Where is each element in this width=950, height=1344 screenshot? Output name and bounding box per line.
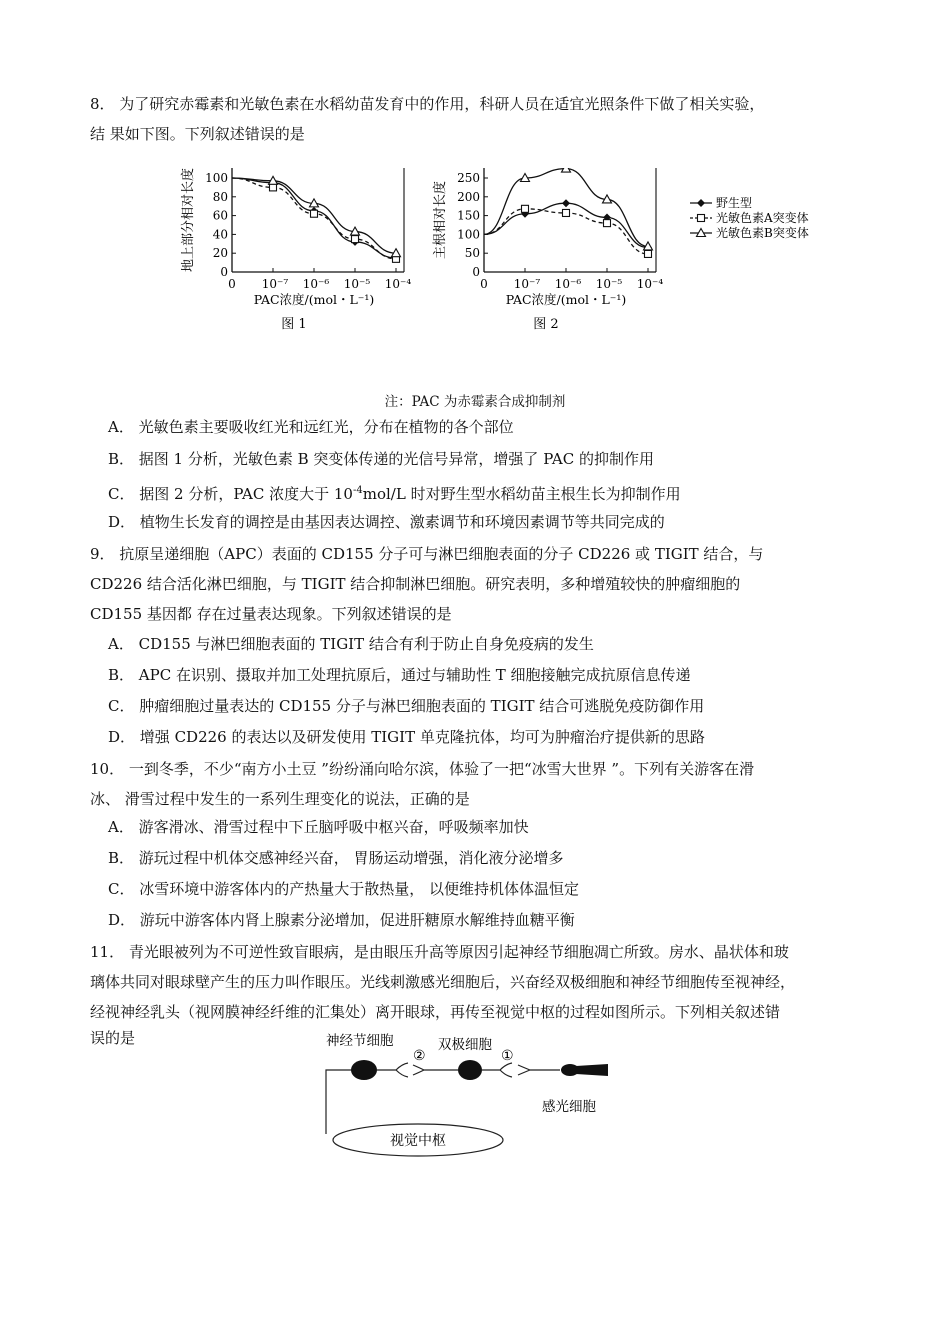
y-tick-label: 80 (212, 189, 228, 204)
q10-stem-line2: 冰、 滑雪过程中发生的一系列生理变化的说法，正确的是 (90, 790, 470, 808)
photoreceptor-terminal (518, 1065, 560, 1075)
y-tick-label: 50 (464, 246, 480, 261)
legend-label-1: 野生型 (716, 196, 753, 210)
q11-stem-line4: 误的是 (90, 1029, 136, 1047)
y-tick-label: 150 (457, 208, 480, 223)
x-tick-label: 0 (228, 277, 236, 291)
q9-option-d[interactable]: D． 增强 CD226 的表达以及研发使用 TIGIT 单克隆抗体，均可为肿瘤治疗提供新的思路 (108, 728, 705, 746)
label-photoreceptor-cell: 感光细胞 (542, 1099, 596, 1115)
y-tick-label: 0 (220, 265, 228, 279)
series-2-point (270, 184, 277, 191)
y-tick-label: 200 (457, 189, 480, 204)
series-2-point (311, 210, 318, 217)
series-2-point (563, 209, 570, 216)
y-tick-label: 20 (212, 246, 228, 261)
series-2-point (604, 220, 611, 227)
q9-option-b[interactable]: B． APC 在识别、摄取并加工处理抗原后，通过与辅助性 T 细胞接触完成抗原信息传递 (108, 666, 691, 684)
q8-option-c-pre: C． 据图 2 分析，PAC 浓度大于 10 (108, 485, 353, 503)
label-marker-1: ① (501, 1048, 514, 1064)
y-tick-label: 0 (472, 265, 480, 279)
series-2-point (352, 236, 359, 243)
figure-caption: 图 2 (533, 317, 559, 332)
q8-stem-line2: 结 果如下图。下列叙述错误的是 (90, 125, 305, 143)
x-tick-label: 0 (480, 277, 488, 291)
x-axis-label: PAC浓度/(mol・L⁻¹) (505, 292, 627, 307)
legend-marker-2 (698, 215, 705, 222)
q8-option-c-post: mol/L 时对野生型水稻幼苗主根生长为抑制作用 (362, 485, 681, 503)
q10-stem-line1: 10． 一到冬季，不少“南方小土豆 ”纷纷涌向哈尔滨，体验了一把“冰雪大世界 ”。下列有关游客在滑 (90, 760, 755, 778)
legend-marker-1 (697, 199, 705, 207)
y-axis-label: 地上部分相对长度 (181, 167, 196, 273)
ganglion-cell-body (351, 1060, 377, 1080)
q10-option-b[interactable]: B． 游玩过程中机体交感神经兴奋， 胃肠运动增强，消化液分泌增多 (108, 849, 564, 867)
q8-note: 注：PAC 为赤霉素合成抑制剂 (384, 394, 566, 410)
bipolar-cell-body (458, 1060, 482, 1080)
label-bipolar-cell: 双极细胞 (438, 1037, 492, 1053)
x-tick-label: 10⁻⁵ (343, 277, 371, 291)
x-tick-label: 10⁻⁷ (261, 277, 289, 291)
q8-stem-line1: 8． 为了研究赤霉素和光敏色素在水稻幼苗发育中的作用，科研人员在适宜光照条件下做了相关实验， (90, 95, 765, 113)
x-tick-label: 10⁻⁴ (636, 277, 664, 291)
legend-label-2: 光敏色素A突变体 (716, 211, 809, 225)
y-tick-label: 100 (205, 171, 228, 185)
y-tick-label: 40 (212, 227, 228, 242)
legend-label-3: 光敏色素B突变体 (716, 226, 809, 240)
label-visual-center: 视觉中枢 (390, 1133, 446, 1149)
x-tick-label: 10⁻⁶ (302, 277, 330, 291)
q9-option-c[interactable]: C． 肿瘤细胞过量表达的 CD155 分子与淋巴细胞表面的 TIGIT 结合可逃脱免疫防御作用 (108, 697, 705, 715)
q9-stem-line3: CD155 基因都 存在过量表达现象。下列叙述错误的是 (90, 605, 452, 623)
q11-stem-line2: 璃体共同对眼球壁产生的压力叫作眼压。光线刺激感光细胞后，兴奋经双极细胞和神经节细胞传至视神经， (90, 973, 796, 991)
y-tick-label: 60 (212, 208, 228, 223)
chart-fig2 (432, 160, 822, 345)
ganglion-dendrites (377, 1063, 408, 1077)
series-group (232, 176, 401, 262)
figure-caption: 图 1 (281, 317, 307, 332)
label-ganglion-cell: 神经节细胞 (326, 1033, 394, 1049)
bipolar-axon (413, 1065, 458, 1075)
x-axis-label: PAC浓度/(mol・L⁻¹) (253, 292, 375, 307)
q10-option-c[interactable]: C． 冰雪环境中游客体内的产热量大于散热量， 以便维持机体体温恒定 (108, 880, 580, 898)
q8-option-a[interactable]: A． 光敏色素主要吸收红光和远红光，分布在植物的各个部位 (108, 418, 514, 436)
q10-option-d[interactable]: D． 游玩中游客体内肾上腺素分泌增加，促进肝糖原水解维持血糖平衡 (108, 911, 575, 929)
q8-option-d[interactable]: D． 植物生长发育的调控是由基因表达调控、激素调节和环境因素调节等共同完成的 (108, 513, 665, 531)
series-group (484, 164, 653, 257)
optic-nerve-path (326, 1070, 353, 1134)
x-tick-label: 10⁻⁴ (384, 277, 412, 291)
series-2-point (522, 205, 529, 212)
q8-option-c[interactable] (108, 481, 681, 504)
neural-pathway-diagram (320, 1030, 620, 1160)
q10-option-a[interactable]: A． 游客滑冰、滑雪过程中下丘脑呼吸中枢兴奋，呼吸频率加快 (108, 818, 529, 836)
q9-stem-line1: 9． 抗原呈递细胞（APC）表面的 CD155 分子可与淋巴细胞表面的分子 CD226 或 TIGIT 结合，与 (90, 545, 764, 563)
series-2-point (645, 250, 652, 257)
y-tick-label: 100 (457, 227, 480, 242)
photoreceptor-outer-segment (576, 1064, 608, 1076)
y-tick-label: 250 (457, 171, 480, 185)
q11-stem-line3: 经视神经乳头（视网膜神经纤维的汇集处）离开眼球，再传至视觉中枢的过程如图所示。下列相关叙述错 (90, 1003, 781, 1021)
q9-option-a[interactable]: A． CD155 与淋巴细胞表面的 TIGIT 结合有利于防止自身免疫病的发生 (108, 635, 594, 653)
x-tick-label: 10⁻⁵ (595, 277, 623, 291)
q9-stem-line2: CD226 结合活化淋巴细胞，与 TIGIT 结合抑制淋巴细胞。研究表明，多种增殖较快的肿瘤细胞的 (90, 575, 741, 593)
bipolar-dendrites (482, 1063, 512, 1077)
q8-option-b[interactable]: B． 据图 1 分析，光敏色素 B 突变体传递的光信号异常，增强了 PAC 的抑制作用 (108, 450, 654, 468)
y-axis-label: 主根相对长度 (433, 180, 448, 260)
series-line-3 (484, 169, 648, 247)
chart-fig1 (180, 160, 420, 345)
label-marker-2: ② (413, 1048, 426, 1064)
series-1-point (562, 199, 570, 207)
q11-stem-line1: 11． 青光眼被列为不可逆性致盲眼病，是由眼压升高等原因引起神经节细胞凋亡所致。房水、晶状体和玻 (90, 943, 789, 961)
q8-option-c-sup: -4 (352, 485, 363, 496)
x-tick-label: 10⁻⁷ (513, 277, 541, 291)
x-tick-label: 10⁻⁶ (554, 277, 582, 291)
